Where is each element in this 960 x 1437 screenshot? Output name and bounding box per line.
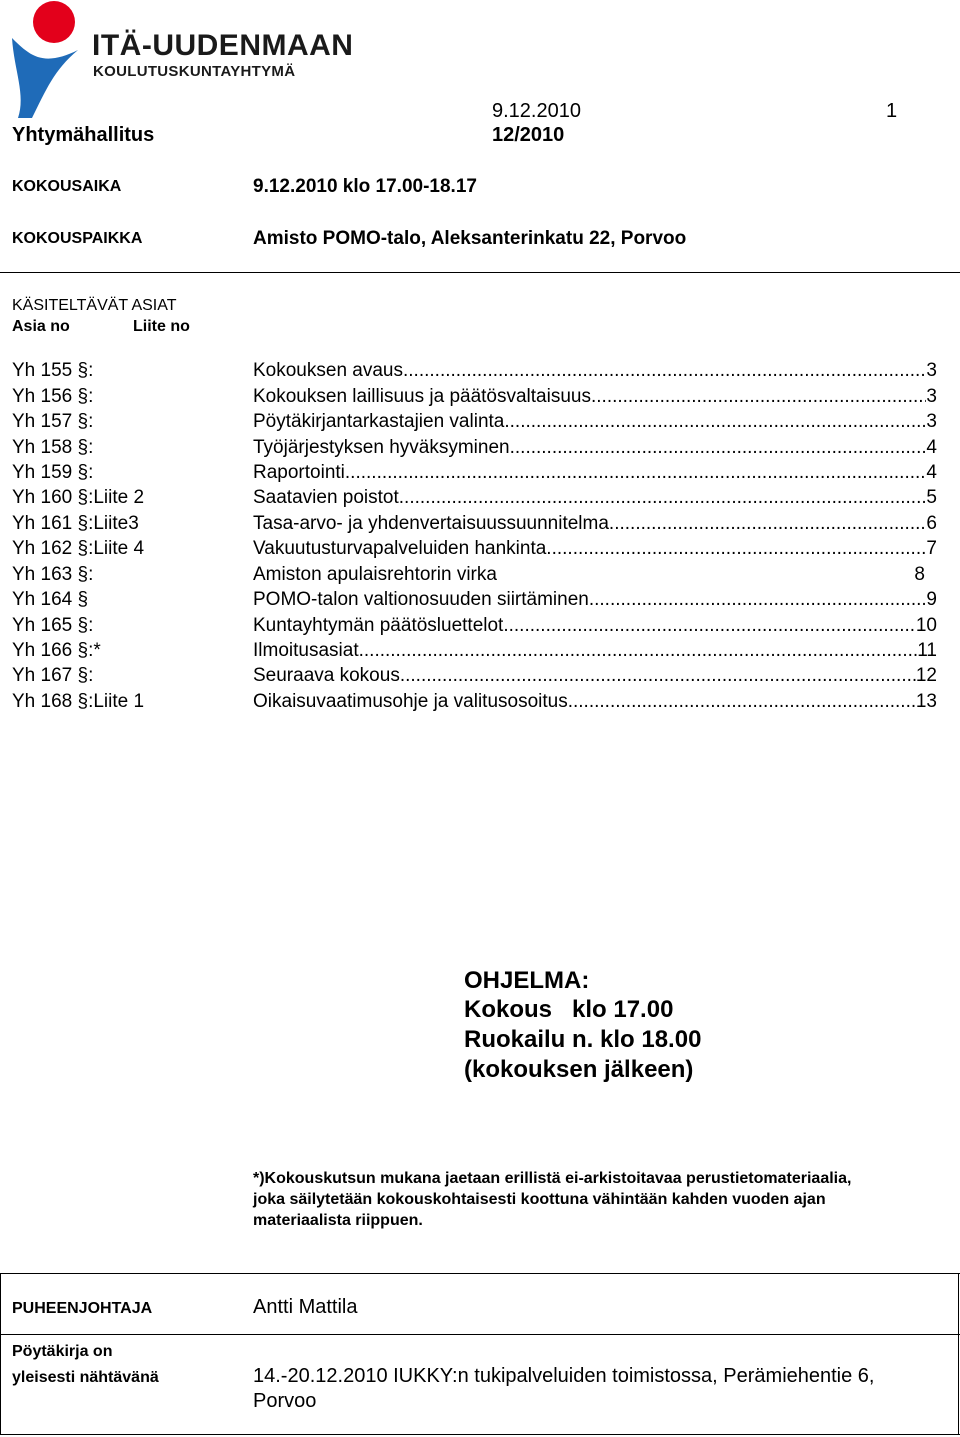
agenda-item-page: 3 [926, 386, 937, 407]
agenda-item-page: 12 [915, 665, 937, 686]
agenda-item-page: 11 [917, 640, 937, 661]
agenda-heading: KÄSITELTÄVÄT ASIAT [12, 297, 177, 314]
agenda-item-code: Yh 163 §: [12, 564, 94, 585]
agenda-item-page: 4 [926, 462, 937, 483]
agenda-item [12, 615, 937, 641]
agenda-item-title: Kokouksen avaus [253, 360, 403, 381]
logo-icon [8, 0, 88, 118]
public-value-line1: 14.-20.12.2010 IUKKY:n tukipalveluiden toimistossa, Perämiehentie 6, [253, 1365, 875, 1387]
agenda-col-liite: Liite no [133, 318, 190, 335]
agenda-item-code: Yh 156 §: [12, 386, 94, 407]
agenda-item-page: 13 [915, 691, 937, 712]
agenda-item [12, 462, 937, 488]
agenda-item-title: Seuraava kokous [253, 665, 400, 686]
footer-middle-rule [0, 1334, 960, 1335]
agenda-item-code: Yh 162 §:Liite 4 [12, 538, 145, 559]
agenda-item-page: 9 [926, 589, 937, 610]
agenda-item-title: Oikaisuvaatimusohje ja valitusosoitus [253, 691, 568, 712]
header-date: 9.12.2010 [492, 100, 581, 122]
footer-bottom-rule [0, 1434, 960, 1435]
agenda-item [12, 538, 937, 564]
note-line: materiaalista riippuen. [253, 1212, 423, 1229]
agenda-item-title: Saatavien poistot [253, 487, 399, 508]
agenda-item-code: Yh 160 §:Liite 2 [12, 487, 145, 508]
agenda-item [12, 589, 937, 615]
agenda-item-title: Vakuutusturvapalveluiden hankinta [253, 538, 547, 559]
agenda-item-title: Kokouksen laillisuus ja päätösvaltaisuus [253, 386, 591, 407]
agenda-item-title: Raportointi [253, 462, 345, 483]
agenda-item-code: Yh 165 §: [12, 615, 94, 636]
public-label-line1: Pöytäkirja on [12, 1343, 113, 1360]
agenda-item-code: Yh 157 §: [12, 411, 94, 432]
agenda-item-code: Yh 167 §: [12, 665, 94, 686]
footer-top-rule [0, 1273, 960, 1274]
agenda-item-page: 5 [926, 487, 937, 508]
agenda-item-code: Yh 155 §: [12, 360, 94, 381]
agenda-item [12, 411, 937, 437]
meeting-place-value: Amisto POMO-talo, Aleksanterinkatu 22, Porvoo [253, 228, 687, 249]
agenda-item-title: Kuntayhtymän päätösluettelot [253, 615, 504, 636]
agenda-item-page: 8 [914, 564, 925, 585]
agenda-item [12, 640, 937, 666]
agenda-item-page: 6 [926, 513, 937, 534]
agenda-item-code: Yh 158 §: [12, 437, 94, 458]
header-page-number: 1 [886, 100, 898, 122]
agenda-item [12, 360, 937, 386]
logo-line1: ITÄ-UUDENMAAN [92, 29, 354, 62]
meeting-place-label: KOKOUSPAIKKA [12, 230, 143, 247]
agenda-col-asia: Asia no [12, 318, 70, 335]
agenda-item [12, 437, 937, 463]
agenda-item-page: 7 [926, 538, 937, 559]
program-dinner-time: Ruokailu n. klo 18.00 [464, 1026, 702, 1053]
agenda-item-code: Yh 168 §:Liite 1 [12, 691, 145, 712]
agenda-item [12, 691, 937, 717]
agenda-item-page: 10 [915, 615, 937, 636]
note-line: joka säilytetään kokouskohtaisesti koottuna vähintään kahden vuoden ajan [253, 1191, 826, 1208]
agenda-item-page: 4 [926, 437, 937, 458]
logo [8, 0, 354, 118]
chair-label: PUHEENJOHTAJA [12, 1300, 153, 1317]
agenda-item [12, 513, 937, 539]
agenda-item [12, 564, 937, 590]
agenda-item-code: Yh 164 § [12, 589, 89, 610]
attachment-note [253, 1168, 953, 1231]
agenda-item-title: Työjärjestyksen hyväksyminen [253, 437, 510, 458]
agenda-item-title: Pöytäkirjantarkastajien valinta [253, 411, 505, 432]
footer-left-rule [0, 1273, 1, 1435]
agenda-item-title: Ilmoitusasiat [253, 640, 359, 661]
public-label-line2: yleisesti nähtävänä [12, 1369, 159, 1386]
agenda-item-code: Yh 161 §:Liite3 [12, 513, 139, 534]
agenda-item-title: Tasa-arvo- ja yhdenvertaisuussuunnitelma [253, 513, 609, 534]
meeting-time-label: KOKOUSAIKA [12, 178, 122, 195]
agenda-item [12, 487, 937, 513]
program-dinner-note: (kokouksen jälkeen) [464, 1056, 694, 1083]
header-body-name: Yhtymähallitus [12, 124, 155, 146]
agenda-item-page: 3 [926, 411, 937, 432]
public-value-line2: Porvoo [253, 1390, 317, 1412]
agenda-item [12, 665, 937, 691]
program-meeting-time: Kokous klo 17.00 [464, 996, 674, 1023]
divider [0, 272, 960, 273]
agenda-item-code: Yh 166 §:* [12, 640, 101, 661]
chair-name: Antti Mattila [253, 1296, 358, 1318]
program-heading: OHJELMA: [464, 967, 590, 994]
header-meeting-number: 12/2010 [492, 124, 565, 146]
agenda-item-page: 3 [926, 360, 937, 381]
footer-right-rule [958, 1273, 959, 1435]
agenda-item-title: Amiston apulaisrehtorin virka [253, 564, 497, 585]
agenda-item-title: POMO-talon valtionosuuden siirtäminen [253, 589, 589, 610]
logo-line2: KOULUTUSKUNTAYHTYMÄ [93, 63, 296, 80]
meeting-time-value: 9.12.2010 klo 17.00-18.17 [253, 176, 477, 197]
agenda-item [12, 386, 937, 412]
agenda-item-code: Yh 159 §: [12, 462, 94, 483]
note-line: *)Kokouskutsun mukana jaetaan erillistä ei-arkistoitavaa perustietomateriaalia, [253, 1170, 852, 1187]
